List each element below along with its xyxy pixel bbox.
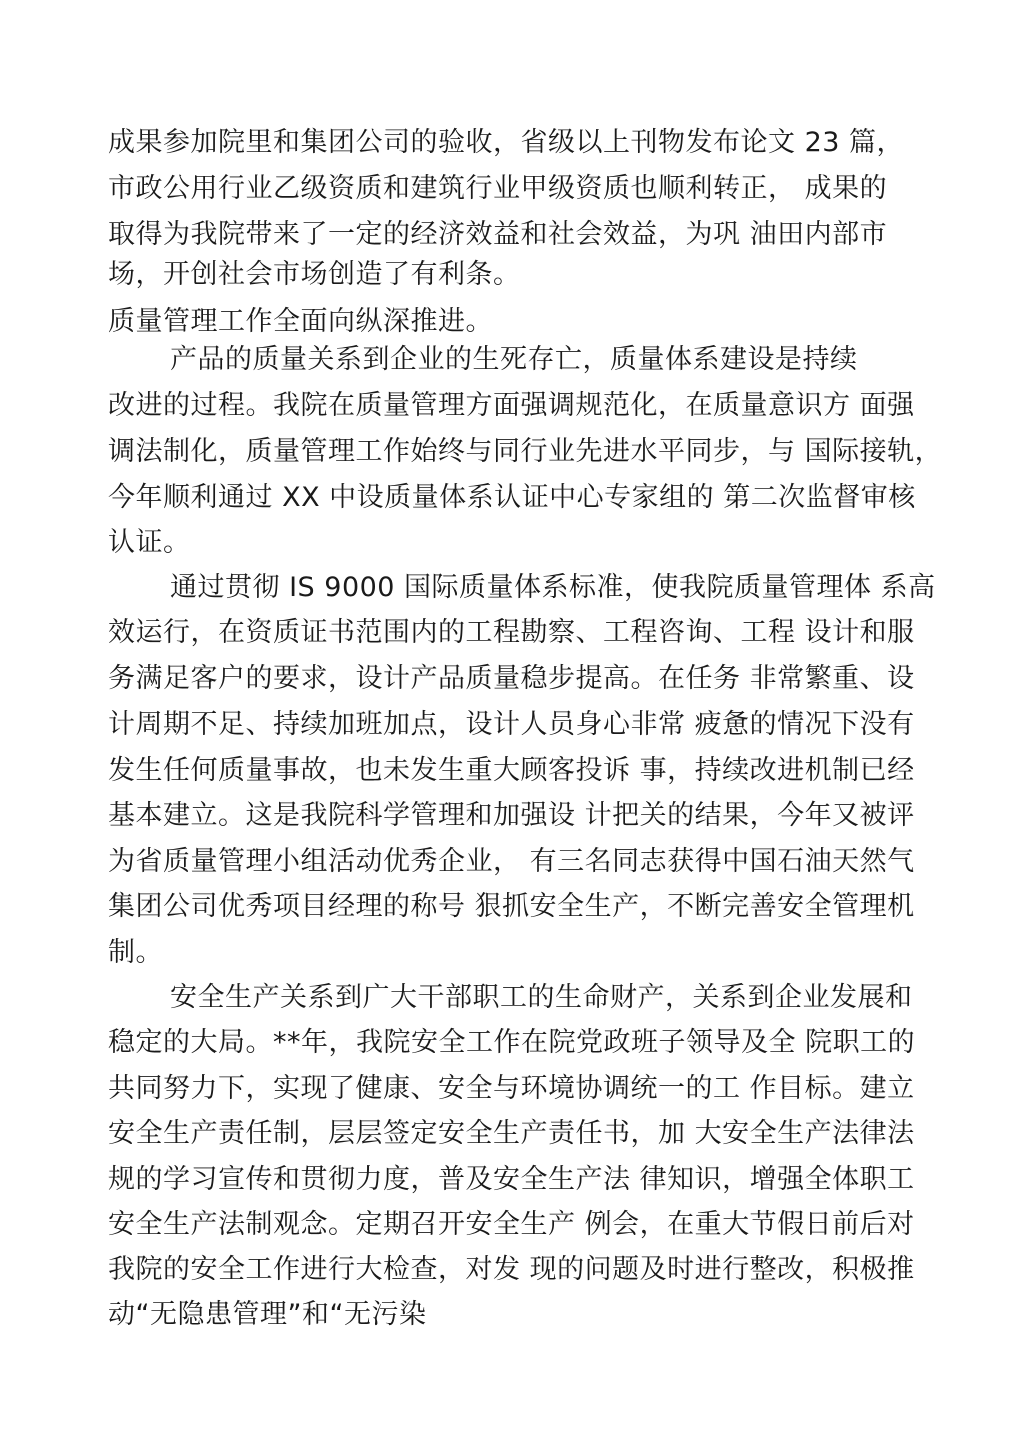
text-line: 场，开创社会市场创造了有利条。 [108, 259, 521, 290]
text-line: 为省质量管理小组活动优秀企业， 有三名同志获得中国石油天然气 [108, 846, 915, 877]
text-line: 规的学习宣传和贯彻力度，普及安全生产法 律知识，增强全体职工 [108, 1164, 915, 1195]
text-line: 计周期不足、持续加班加点，设计人员身心非常 疲惫的情况下没有 [108, 709, 915, 740]
text-line: 调法制化，质量管理工作始终与同行业先进水平同步，与 国际接轨， [108, 436, 943, 467]
text-line: 稳定的大局。**年，我院安全工作在院党政班子领导及全 院职工的 [108, 1027, 916, 1058]
text-line: 我院的安全工作进行大检查，对发 现的问题及时进行整改，积极推 [108, 1254, 915, 1285]
text-line: 安全生产责任制，层层签定安全生产责任书，加 大安全生产法律法 [108, 1118, 915, 1149]
text-line: 基本建立。这是我院科学管理和加强设 计把关的结果，今年又被评 [108, 800, 915, 831]
text-line: 成果参加院里和集团公司的验收，省级以上刊物发布论文 23 篇， [108, 127, 905, 158]
section-heading: 质量管理工作全面向纵深推进。 [108, 306, 493, 337]
text-line: 效运行，在资质证书范围内的工程勘察、工程咨询、工程 设计和服 [108, 617, 915, 648]
paragraph-first-line: 安全生产关系到广大干部职工的生命财产，关系到企业发展和 [170, 982, 913, 1013]
text-line: 动“无隐患管理”和“无污染 [108, 1299, 427, 1330]
text-line: 集团公司优秀项目经理的称号 狠抓安全生产，不断完善安全管理机 [108, 891, 915, 922]
paragraph-first-line: 通过贯彻 IS 9000 国际质量体系标准，使我院质量管理体 系高 [170, 572, 936, 603]
text-line: 今年顺利通过 XX 中设质量体系认证中心专家组的 第二次监督审核 [108, 482, 916, 513]
text-line: 共同努力下，实现了健康、安全与环境协调统一的工 作目标。建立 [108, 1073, 915, 1104]
text-line: 市政公用行业乙级资质和建筑行业甲级资质也顺利转正， 成果的 [108, 173, 888, 204]
text-line: 制。 [108, 937, 163, 968]
text-line: 认证。 [108, 527, 191, 558]
text-line: 安全生产法制观念。定期召开安全生产 例会，在重大节假日前后对 [108, 1209, 915, 1240]
paragraph-first-line: 产品的质量关系到企业的生死存亡，质量体系建设是持续 [170, 344, 858, 375]
text-line: 取得为我院带来了一定的经济效益和社会效益，为巩 油田内部市 [108, 219, 888, 250]
text-line: 改进的过程。我院在质量管理方面强调规范化，在质量意识方 面强 [108, 390, 915, 421]
text-line: 务满足客户的要求，设计产品质量稳步提高。在任务 非常繁重、设 [108, 663, 915, 694]
text-line: 发生任何质量事故，也未发生重大顾客投诉 事，持续改进机制已经 [108, 755, 915, 786]
